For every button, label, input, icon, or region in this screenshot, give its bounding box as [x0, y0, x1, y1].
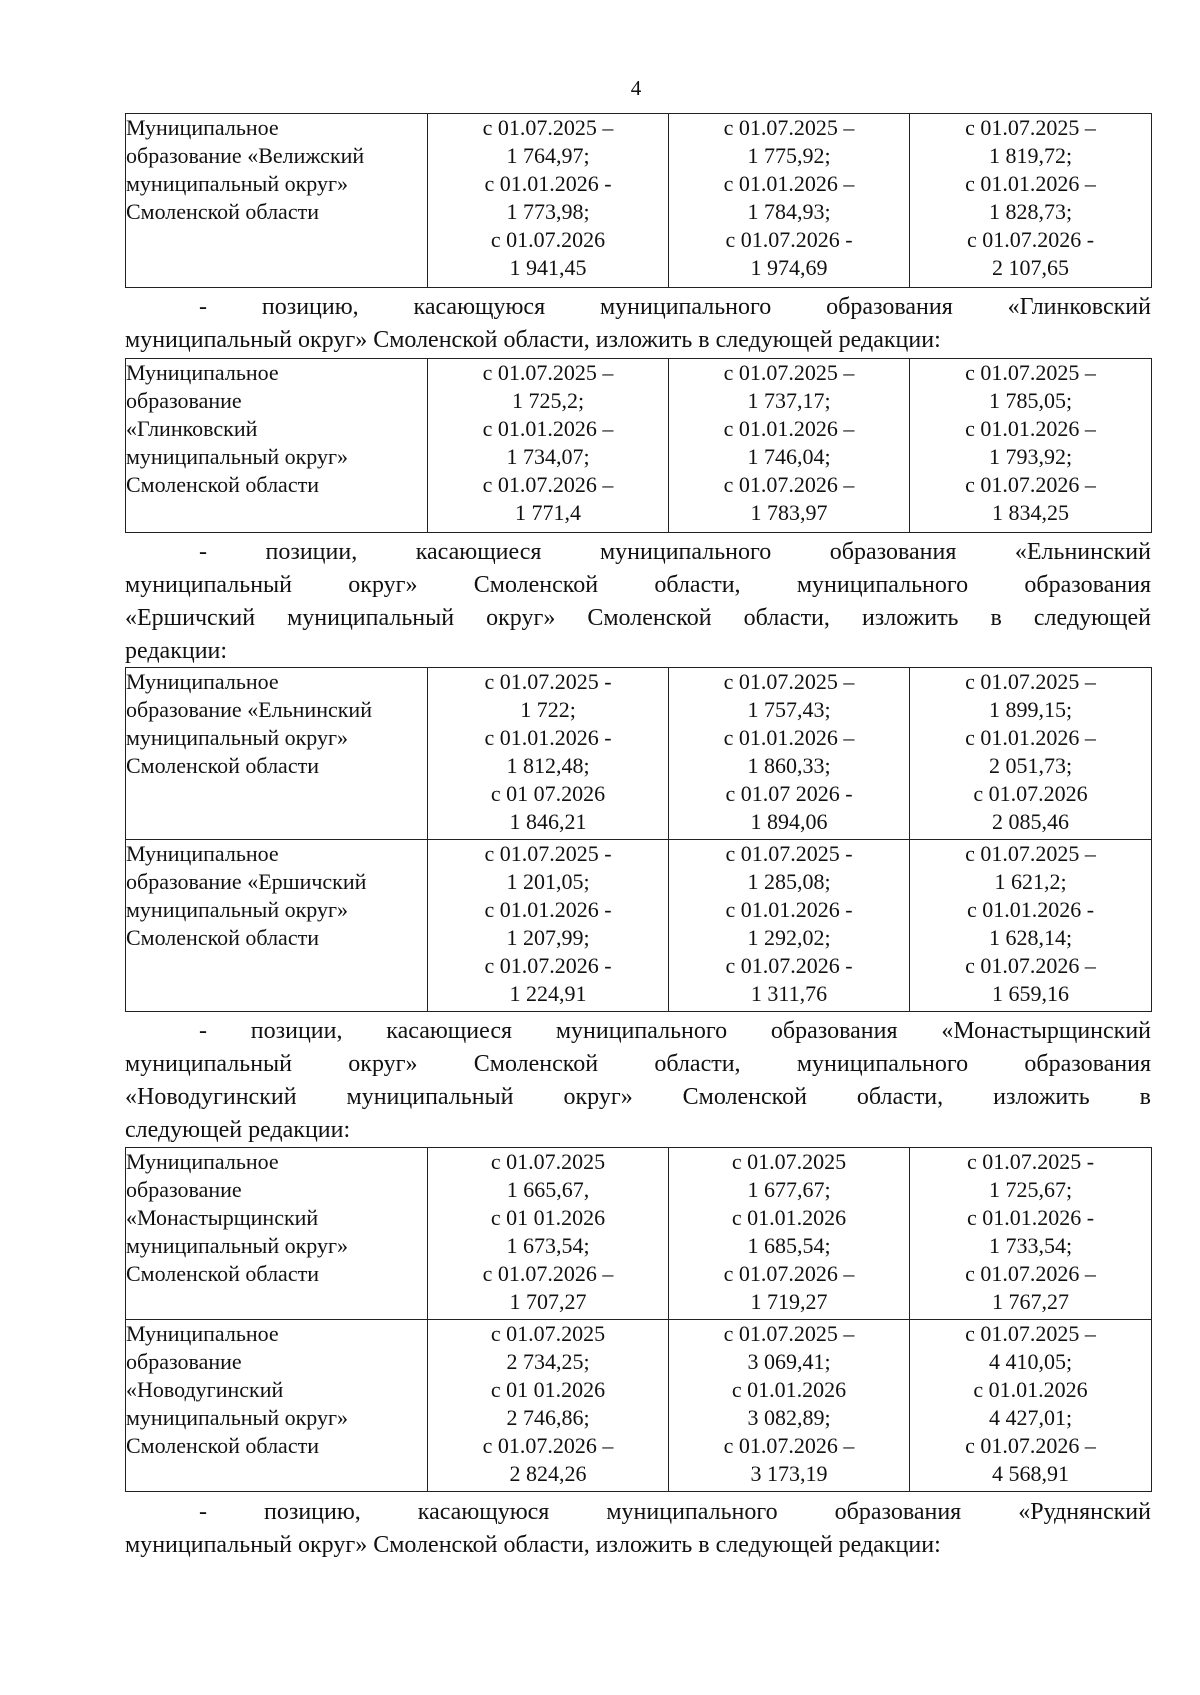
date-line: с 01.07.2025 – [723, 115, 855, 140]
date-line: с 01.01.2026 - [966, 897, 1095, 922]
date-line: с 01 01.2026 [490, 1377, 606, 1402]
date-line: с 01.01.2026 – [482, 416, 614, 441]
paragraph-line: следующей редакции: [125, 1117, 351, 1143]
date-line: с 01 07.2026 [490, 781, 606, 806]
tariff-cell [669, 1320, 910, 1492]
date-line: с 01.01.2026 [973, 1377, 1088, 1402]
value-line: 1 677,67; [747, 1177, 831, 1202]
page-number: 4 [630, 76, 642, 100]
value-line: 1 292,02; [747, 925, 831, 950]
paragraph-line: - позиции, касающиеся муниципального образования «Ельнинский [199, 539, 1151, 565]
paragraph-line: - позицию, касающуюся муниципального образования «Глинковский [199, 294, 1151, 320]
date-line: с 01.07.2025 – [965, 1321, 1096, 1346]
value-line: 1 974,69 [750, 255, 828, 280]
tariff-table-velizh [125, 113, 1152, 288]
date-line: с 01.07.2025 - [484, 841, 612, 866]
tariff-cell [910, 668, 1152, 840]
date-line: с 01.07.2026 – [965, 1261, 1096, 1286]
value-line: 1 725,2; [511, 388, 585, 413]
date-line: с 01.07.2026 – [965, 1433, 1096, 1458]
date-line: с 01.01.2026 – [965, 416, 1096, 441]
tariff-cell [669, 359, 910, 533]
municipality-cell: Муниципальное образование «Глинковский муниципальный округ» Смоленской области [126, 359, 428, 533]
value-line: 4 427,01; [988, 1405, 1073, 1430]
date-line: с 01.07.2025 - [725, 841, 853, 866]
municipality-cell: Муниципальное образование «Новодугинский муниципальный округ» Смоленской области [126, 1320, 428, 1492]
value-line: 1 793,92; [988, 444, 1073, 469]
value-line: 1 812,48; [506, 753, 590, 778]
value-line: 3 082,89; [747, 1405, 831, 1430]
value-line: 1 285,08; [747, 869, 831, 894]
amendment-paragraph [125, 536, 1151, 668]
value-line: 1 628,14; [988, 925, 1073, 950]
date-line: с 01.07.2026 [973, 781, 1088, 806]
municipality-cell: Муниципальное образование «Ершичский муниципальный округ» Смоленской области [126, 840, 428, 1012]
date-line: с 01.07.2025 [731, 1149, 847, 1174]
tariff-cell [910, 1320, 1152, 1492]
value-line: 1 828,73; [988, 199, 1073, 224]
date-line: с 01.07.2026 – [723, 1433, 855, 1458]
value-line: 1 719,27 [750, 1289, 828, 1314]
value-line: 1 621,2; [994, 869, 1067, 894]
date-line: с 01.01.2026 – [965, 725, 1096, 750]
date-line: с 01.07.2026 – [482, 1261, 614, 1286]
date-line: с 01.07.2025 – [965, 841, 1096, 866]
value-line: 2 107,65 [992, 255, 1069, 280]
tariff-cell [428, 359, 669, 533]
date-line: с 01.01.2026 - [725, 897, 853, 922]
value-line: 1 764,97; [506, 143, 590, 168]
paragraph-line: муниципальный округ» Смоленской области, изложить в следующей редакции: [125, 327, 941, 353]
date-line: с 01.01.2026 – [723, 725, 855, 750]
value-line: 1 722; [520, 697, 576, 722]
value-line: 1 894,06 [750, 809, 828, 834]
value-line: 1 819,72; [988, 143, 1073, 168]
date-line: с 01.07.2025 - [966, 1149, 1095, 1174]
date-line: с 01.07.2025 – [723, 669, 855, 694]
date-line: с 01.07.2025 [490, 1149, 606, 1174]
tariff-cell [669, 668, 910, 840]
value-line: 1 941,45 [509, 255, 587, 280]
tariff-cell [428, 114, 669, 288]
value-line: 1 707,27 [509, 1289, 587, 1314]
paragraph-line: - позицию, касающуюся муниципального образования «Руднянский [199, 1499, 1151, 1525]
date-line: с 01.07.2025 – [965, 669, 1096, 694]
value-line: 1 201,05; [506, 869, 590, 894]
value-line: 1 899,15; [988, 697, 1073, 722]
value-line: 1 771,4 [515, 500, 581, 525]
tariff-cell [428, 1320, 669, 1492]
date-line: с 01.07.2025 – [965, 360, 1096, 385]
date-line: с 01.07.2025 - [484, 669, 612, 694]
date-line: с 01.01.2026 - [966, 1205, 1095, 1230]
value-line: 1 725,67; [988, 1177, 1073, 1202]
value-line: 1 785,05; [988, 388, 1073, 413]
date-line: с 01 01.2026 [490, 1205, 606, 1230]
value-line: 1 846,21 [509, 809, 587, 834]
amendment-paragraph [125, 1015, 1151, 1147]
date-line: с 01.07.2026 – [482, 472, 614, 497]
tariff-table-elnya-ershichi [125, 667, 1152, 1012]
date-line: с 01.01.2026 - [484, 897, 612, 922]
table-row [126, 668, 1152, 840]
amendment-paragraph [125, 291, 1151, 357]
amendment-paragraph [125, 1496, 1151, 1562]
date-line: с 01.01.2026 [731, 1205, 847, 1230]
date-line: с 01.01.2026 [731, 1377, 847, 1402]
value-line: 2 051,73; [988, 753, 1073, 778]
value-line: 1 784,93; [747, 199, 831, 224]
date-line: с 01.01.2026 - [484, 725, 612, 750]
tariff-table-glinka [125, 358, 1152, 533]
paragraph-line: «Новодугинский муниципальный округ» Смоленской области, изложить в [125, 1084, 1151, 1110]
table-row [126, 1320, 1152, 1492]
value-line: 4 568,91 [992, 1461, 1069, 1486]
municipality-cell: Муниципальное образование «Велижский муниципальный округ» Смоленской области [126, 114, 428, 288]
date-line: с 01.07.2026 - [966, 227, 1095, 252]
value-line: 1 746,04; [747, 444, 831, 469]
date-line: с 01.07.2026 – [723, 1261, 855, 1286]
value-line: 1 224,91 [509, 981, 587, 1006]
value-line: 2 746,86; [506, 1405, 590, 1430]
value-line: 2 085,46 [992, 809, 1069, 834]
tariff-cell [910, 359, 1152, 533]
date-line: с 01.07.2026 [490, 227, 606, 252]
tariff-cell [910, 1148, 1152, 1320]
paragraph-line: редакции: [125, 638, 228, 664]
value-line: 1 783,97 [750, 500, 828, 525]
table-row [126, 1148, 1152, 1320]
date-line: с 01.07 2026 - [725, 781, 853, 806]
value-line: 4 410,05; [988, 1349, 1073, 1374]
date-line: с 01.01.2026 – [723, 416, 855, 441]
value-line: 3 173,19 [750, 1461, 828, 1486]
date-line: с 01.07.2025 [490, 1321, 606, 1346]
value-line: 2 734,25; [506, 1349, 590, 1374]
tariff-cell [910, 114, 1152, 288]
value-line: 2 824,26 [509, 1461, 587, 1486]
date-line: с 01.07.2025 – [482, 360, 614, 385]
value-line: 1 757,43; [747, 697, 831, 722]
tariff-cell [910, 840, 1152, 1012]
date-line: с 01.07.2025 – [965, 115, 1096, 140]
municipality-cell: Муниципальное образование «Ельнинский муниципальный округ» Смоленской области [126, 668, 428, 840]
date-line: с 01.07.2026 - [725, 953, 853, 978]
tariff-cell [669, 1148, 910, 1320]
paragraph-line: муниципальный округ» Смоленской области, муниципального образования [125, 1051, 1151, 1077]
value-line: 1 733,54; [988, 1233, 1073, 1258]
value-line: 3 069,41; [747, 1349, 831, 1374]
value-line: 1 834,25 [992, 500, 1069, 525]
value-line: 1 734,07; [506, 444, 590, 469]
date-line: с 01.07.2025 – [482, 115, 614, 140]
value-line: 1 207,99; [506, 925, 590, 950]
tariff-cell [428, 840, 669, 1012]
value-line: 1 665,67, [506, 1177, 590, 1202]
value-line: 1 685,54; [747, 1233, 831, 1258]
paragraph-line: «Ершичский муниципальный округ» Смоленской области, изложить в следующей [125, 605, 1151, 631]
date-line: с 01.07.2026 – [723, 472, 855, 497]
value-line: 1 767,27 [992, 1289, 1069, 1314]
paragraph-line: муниципальный округ» Смоленской области, изложить в следующей редакции: [125, 1532, 941, 1558]
date-line: с 01.01.2026 – [965, 171, 1096, 196]
paragraph-line: - позиции, касающиеся муниципального образования «Монастырщинский [199, 1018, 1151, 1044]
date-line: с 01.07.2026 – [482, 1433, 614, 1458]
value-line: 1 860,33; [747, 753, 831, 778]
table-row [126, 840, 1152, 1012]
date-line: с 01.07.2026 – [965, 953, 1096, 978]
value-line: 1 311,76 [750, 981, 828, 1006]
date-line: с 01.07.2026 – [965, 472, 1096, 497]
value-line: 1 775,92; [747, 143, 831, 168]
tariff-cell [669, 840, 910, 1012]
date-line: с 01.07.2025 – [723, 1321, 855, 1346]
tariff-table-monastyrshchina-novoduginsk [125, 1147, 1152, 1492]
tariff-cell [669, 114, 910, 288]
tariff-cell [428, 668, 669, 840]
paragraph-line: муниципальный округ» Смоленской области, муниципального образования [125, 572, 1151, 598]
date-line: с 01.07.2025 – [723, 360, 855, 385]
value-line: 1 659,16 [992, 981, 1069, 1006]
value-line: 1 673,54; [506, 1233, 590, 1258]
table-row [126, 114, 1152, 288]
date-line: с 01.01.2026 – [723, 171, 855, 196]
table-row [126, 359, 1152, 533]
date-line: с 01.01.2026 - [484, 171, 612, 196]
date-line: с 01.07.2026 - [725, 227, 853, 252]
value-line: 1 773,98; [506, 199, 590, 224]
tariff-cell [428, 1148, 669, 1320]
date-line: с 01.07.2026 - [484, 953, 612, 978]
municipality-cell: Муниципальное образование «Монастырщинский муниципальный округ» Смоленской области [126, 1148, 428, 1320]
value-line: 1 737,17; [747, 388, 831, 413]
